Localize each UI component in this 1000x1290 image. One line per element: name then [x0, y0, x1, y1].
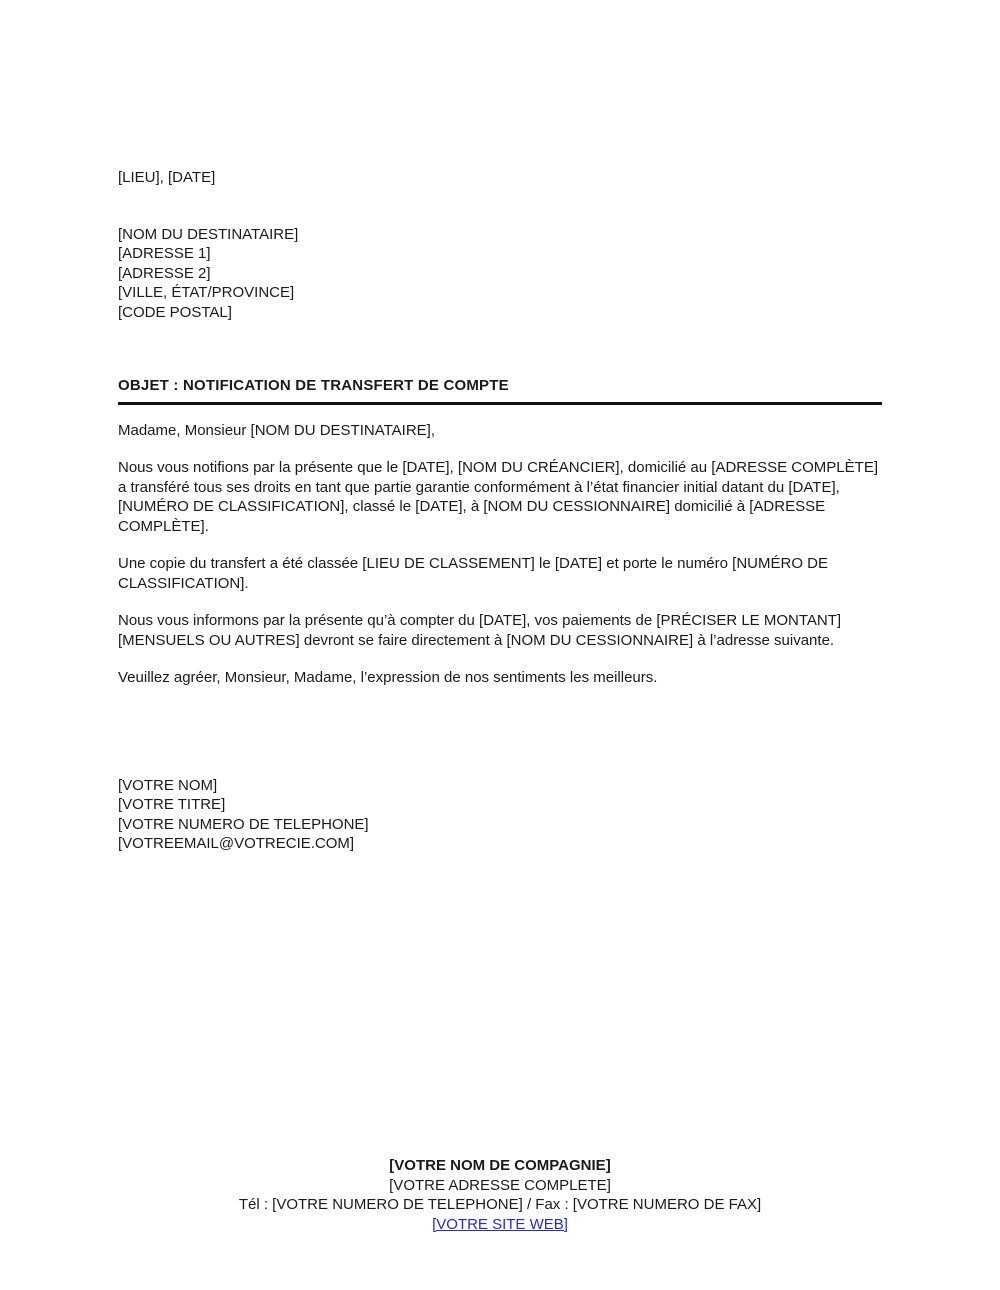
signature-block	[118, 776, 882, 854]
footer-website-row	[0, 1215, 1000, 1235]
sender-title: [VOTRE TITRE]	[118, 796, 226, 813]
paragraph-payments: Nous vous informons par la présente qu’à compter du [DATE], vos paiements de [PRÉCISER LE MONTANT] [MENSUELS OU AUTRES] devront se faire directement à [NOM DU CESSIONNAIRE] à l’adresse suivante.	[118, 612, 842, 649]
paragraph-notification: Nous vous notifions par la présente que le [DATE], [NOM DU CRÉANCIER], domicilié au [ADRESSE COMPLÈTE] a transféré tous ses droits en tant que partie garantie conformément à l’état financier initial datant du [DATE], [NUMÉRO DE CLASSIFICATION], classé le [DATE], à [NOM DU CESSIONNAIRE] domicilié à [ADRESSE COMPLÈTE].	[118, 459, 878, 535]
letter-body	[118, 168, 882, 854]
recipient-address-1: [ADRESSE 1]	[118, 245, 211, 262]
recipient-address-2: [ADRESSE 2]	[118, 264, 211, 282]
salutation: Madame, Monsieur [NOM DU DESTINATAIRE],	[118, 421, 436, 439]
company-footer	[0, 1156, 1000, 1234]
footer-company-address: [VOTRE ADRESSE COMPLETE]	[389, 1176, 611, 1194]
footer-phone-fax: Tél : [VOTRE NUMERO DE TELEPHONE] / Fax : [VOTRE NUMERO DE FAX]	[238, 1196, 762, 1213]
closing-line: Veuillez agréer, Monsieur, Madame, l’expression de nos sentiments les meilleurs.	[118, 669, 658, 686]
sender-name: [VOTRE NOM]	[118, 776, 218, 794]
recipient-name: [NOM DU DESTINATAIRE]	[118, 225, 299, 243]
website-link[interactable]: [VOTRE SITE WEB]	[432, 1215, 568, 1233]
sender-phone: [VOTRE NUMERO DE TELEPHONE]	[118, 815, 369, 833]
recipient-block	[118, 225, 882, 323]
recipient-postal-code: [CODE POSTAL]	[118, 303, 232, 321]
footer-company-name: [VOTRE NOM DE COMPAGNIE]	[389, 1157, 611, 1174]
dateline: [LIEU], [DATE]	[118, 169, 216, 186]
paragraph-copy-filed: Une copie du transfert a été classée [LIEU DE CLASSEMENT] le [DATE] et porte le numéro [NUMÉRO DE CLASSIFICATION].	[118, 555, 828, 592]
sender-email: [VOTREEMAIL@VOTRECIE.COM]	[118, 835, 355, 852]
recipient-city-state: [VILLE, ÉTAT/PROVINCE]	[118, 284, 295, 301]
subject-line: OBJET : NOTIFICATION DE TRANSFERT DE COMPTE	[118, 376, 882, 405]
